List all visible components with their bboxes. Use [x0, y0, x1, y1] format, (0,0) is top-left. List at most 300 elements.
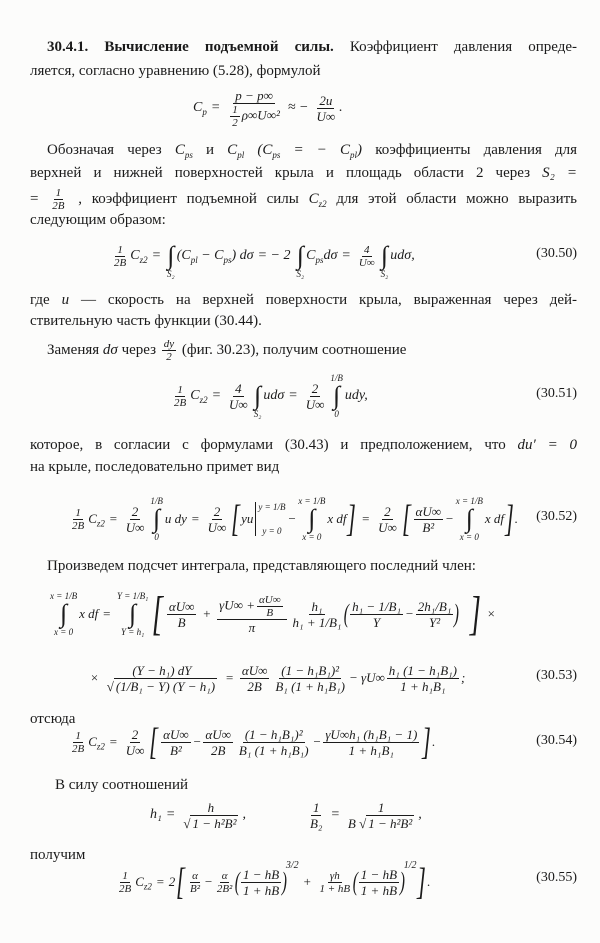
fraction [308, 800, 324, 831]
math-token [542, 165, 577, 181]
equation-number: (30.54) [536, 733, 577, 748]
math-token: αU∞ [168, 598, 195, 614]
math-token: Y [372, 614, 381, 630]
equation-30-54 [68, 712, 435, 772]
text-line [30, 187, 577, 212]
math-token: , коэффициент подъемной силы [78, 190, 299, 207]
math-token: 1 [55, 187, 62, 199]
math-token: U∞ [207, 519, 227, 535]
math-token: − [204, 874, 213, 889]
math-token: p − p∞ [235, 87, 273, 103]
math-token: U∞ [125, 742, 145, 758]
integral-sign [254, 373, 262, 419]
math-token: S₂ [167, 269, 175, 279]
fraction [230, 104, 240, 129]
math-token: udσ [263, 388, 285, 403]
math-token: h₁ [150, 807, 162, 822]
math-token: − γU∞ [348, 670, 385, 685]
math-token: (фиг. 30.23), получим соотношение [181, 341, 407, 358]
math-token: B [347, 815, 356, 831]
integral-sign [167, 233, 175, 279]
fraction [357, 244, 377, 269]
math-token: 4 [364, 243, 370, 256]
math-token: C [135, 874, 144, 889]
fraction [226, 88, 282, 129]
math-token: x = 1/B [455, 496, 483, 506]
math-token: × [90, 670, 99, 685]
math-token: 1 [312, 799, 320, 815]
math-token: ∫ [333, 381, 341, 410]
math-token: − [312, 734, 322, 749]
math-token: x df [79, 606, 99, 621]
math-token: (C [257, 142, 273, 158]
math-token [226, 104, 282, 129]
equation-30-52 [68, 489, 518, 549]
fraction [124, 504, 147, 535]
math-token: pl [350, 150, 358, 160]
fraction [105, 663, 219, 694]
math-token: ∫ [253, 381, 262, 410]
math-token: 1 [177, 383, 183, 396]
math-token: . [514, 511, 519, 526]
math-token: , [242, 807, 246, 822]
math-token: 2B [174, 396, 187, 409]
math-token: γU∞ + [219, 596, 255, 612]
math-token: U∞ [125, 519, 145, 535]
text-line: Произведем подсчет интеграла, представляющего последний член: [47, 558, 476, 574]
text-line [47, 141, 577, 159]
math-token: S₂ [380, 269, 389, 279]
math-token: √ 1 − h²B² [183, 815, 237, 831]
math-token: U∞ [358, 256, 375, 269]
text-line: следующим образом: [30, 212, 166, 228]
equation-relations [150, 785, 422, 845]
math-token: 2 [168, 874, 176, 889]
math-token: + [302, 874, 312, 889]
math-token: ps [315, 254, 324, 265]
fraction [359, 867, 399, 898]
section-heading-line [47, 38, 577, 56]
math-token: Y = 1/B₁ [117, 591, 149, 601]
math-token: √ (1/B₁ − Y) (Y − h₁) [106, 678, 216, 694]
fraction [172, 384, 188, 409]
math-token [88, 511, 105, 527]
math-token: 1 [117, 243, 123, 256]
math-token: pl [190, 254, 198, 265]
math-token: 4 [235, 380, 242, 396]
math-token [217, 594, 286, 620]
math-token: z2 [139, 254, 148, 265]
math-token: = [108, 734, 118, 749]
math-token: 1 [75, 506, 81, 519]
integral-sign [381, 233, 389, 279]
math-token: 1 + hB [243, 882, 280, 898]
math-token: B₁ (1 + h₁B₁) [275, 678, 345, 694]
eq-symbol: ≈ − [287, 100, 309, 115]
math-token: [ [149, 721, 159, 763]
math-token: ] [422, 721, 432, 763]
math-token: 1 [232, 103, 238, 116]
equation-30-51 [170, 366, 368, 426]
math-token: (Y − h₁) dY [132, 662, 192, 678]
math-token: 2u [319, 92, 333, 108]
math-token: C [88, 511, 97, 526]
math-token: = [30, 190, 39, 207]
fraction [317, 870, 352, 895]
math-token: C [306, 248, 316, 263]
math-token [309, 191, 327, 207]
math-token: ) [399, 867, 405, 896]
fraction [240, 663, 269, 694]
fraction [112, 244, 128, 269]
math-token: z2 [318, 198, 327, 209]
math-token: ∫ [59, 599, 68, 628]
fraction [188, 870, 202, 895]
math-token: S₂ [253, 409, 262, 419]
text-line: ствительную часть функции (30.44). [30, 313, 262, 329]
fraction [237, 727, 311, 758]
math-token: pl [237, 150, 245, 160]
fraction [414, 504, 443, 535]
math-token: ) [281, 867, 288, 896]
math-token: C [308, 190, 319, 207]
math-token [88, 734, 105, 750]
math-token: 1 [122, 869, 128, 882]
math-token: 2 [213, 503, 221, 519]
math-token: α [192, 869, 198, 882]
integral-sign [330, 373, 343, 419]
fraction [291, 599, 344, 630]
math-token: B [177, 614, 186, 630]
math-token: ( [352, 867, 359, 896]
math-token: U∞ [305, 396, 325, 412]
exponent: 1/2 [403, 860, 417, 871]
math-token: h [207, 799, 215, 815]
math-token: 1 + hB [360, 882, 398, 898]
equation-30-53-line1 [48, 584, 499, 644]
math-token: = − 2 [257, 248, 291, 263]
math-token: = [165, 807, 176, 822]
math-token: Y = h₁ [121, 627, 145, 637]
math-token: для этой области можно выразить [336, 190, 578, 207]
math-token: x = 1/B [298, 496, 326, 506]
math-token: 1 − h²B² [368, 815, 413, 831]
math-token: = [341, 248, 351, 263]
fraction [227, 381, 250, 412]
math-token: B² [422, 519, 435, 535]
math-token: 0 [154, 532, 159, 542]
math-token: + [202, 606, 212, 621]
math-token: C [130, 248, 140, 263]
equation-30-50 [110, 226, 415, 286]
math-token: S₂ [542, 165, 555, 181]
math-token: 2B [119, 882, 132, 895]
math-token: x = 0 [302, 532, 322, 542]
section-number: 30.4.1. [47, 39, 89, 55]
math-token: 1 − hB [360, 866, 398, 882]
fraction [203, 727, 232, 758]
fraction [181, 800, 240, 831]
math-token: = − C [293, 142, 351, 158]
math-token: B₁ (1 + h₁B₁) [238, 742, 309, 758]
math-token: γh [329, 869, 340, 882]
integral-sign [50, 591, 77, 637]
math-token: 2B [72, 519, 85, 532]
fraction [304, 381, 327, 412]
fraction [117, 870, 133, 895]
math-token: − [404, 606, 414, 621]
math-token: 2 [166, 351, 172, 363]
math-token [257, 142, 362, 158]
math-token: p [202, 106, 207, 117]
math-token: z2 [143, 881, 152, 892]
fraction [70, 507, 86, 532]
math-token: 2B [210, 742, 226, 758]
math-token: 1 − hB [243, 866, 280, 882]
math-token: [ [151, 587, 164, 640]
math-token: B² [169, 742, 182, 758]
math-token: du′ = 0 [517, 437, 578, 453]
math-token: . [432, 734, 436, 749]
math-token: = [211, 388, 222, 403]
eq-symbol [193, 100, 207, 116]
math-token: z2 [96, 741, 105, 752]
math-token: (1/B₁ − Y) (Y − h₁) [115, 678, 216, 694]
fraction [315, 93, 338, 124]
text-line [30, 291, 577, 309]
equation-number: (30.50) [536, 246, 577, 261]
math-token: z2 [199, 394, 208, 405]
fraction [346, 800, 416, 831]
math-token: 2B [247, 678, 262, 694]
math-token [130, 248, 147, 264]
math-token: B₂ [309, 815, 323, 831]
fraction [323, 727, 419, 758]
math-token: 0 [334, 409, 339, 419]
math-token: = [102, 606, 111, 621]
math-token: = [155, 874, 165, 889]
math-token: 1 + hB [319, 882, 351, 895]
math-token: = [151, 248, 162, 263]
math-token [306, 248, 337, 264]
math-token: x df [484, 511, 504, 526]
text-line: на крыле, последовательно примет вид [30, 459, 280, 475]
fraction [50, 187, 66, 212]
math-token: udy, [344, 388, 368, 403]
math-token: которое, в согласии с формулами (30.43) и предположением, что [30, 437, 506, 453]
eq-symbol: . [339, 100, 343, 115]
heading-text: Коэффициент давления опреде- [349, 39, 578, 55]
math-token: [ [401, 498, 411, 540]
math-token: dσ [102, 341, 118, 358]
math-token: = [225, 670, 234, 685]
math-token: u dy [164, 511, 187, 526]
math-token [255, 502, 285, 536]
math-token: (1 − h₁B₁)² [281, 662, 340, 678]
math-token: z2 [96, 518, 105, 529]
math-token: C [88, 734, 97, 749]
math-token: − [192, 734, 202, 749]
math-token: U∞ [378, 519, 397, 535]
fraction [217, 594, 286, 635]
math-token: через [121, 341, 157, 358]
text-line: получим [30, 847, 86, 863]
math-token: ρ∞U∞² [241, 106, 280, 122]
text-line: отсюда [30, 711, 76, 727]
fraction [241, 867, 281, 898]
fraction [416, 599, 454, 630]
math-token: Обозначая через [47, 142, 162, 158]
math-token: ] [347, 498, 357, 540]
integral-sign [150, 496, 163, 542]
fraction [257, 594, 283, 619]
math-token: и [206, 142, 215, 158]
math-token: ∫ [153, 504, 161, 533]
equation-number: (30.55) [536, 870, 577, 885]
math-token: αU∞ [241, 662, 268, 678]
math-token: 2 [131, 503, 139, 519]
math-token: C [174, 142, 185, 158]
fraction [215, 870, 235, 895]
math-token: S₂ [296, 269, 305, 279]
math-token: ∫ [296, 241, 304, 270]
fraction [387, 663, 459, 694]
fraction [376, 504, 399, 535]
fraction [161, 727, 190, 758]
math-token: y = 0 [262, 526, 282, 536]
math-token: x df [327, 511, 347, 526]
fraction [350, 599, 403, 630]
math-token: − [445, 511, 454, 526]
integral-sign [297, 233, 305, 279]
math-token: = [566, 165, 578, 181]
fraction [70, 730, 86, 755]
math-token: 2 [131, 726, 139, 742]
fraction [162, 338, 176, 363]
math-token: ps [223, 254, 232, 265]
math-token: 1 [377, 799, 385, 815]
section-title: Вычисление подъемной силы. [104, 39, 334, 55]
fraction [124, 727, 147, 758]
math-token: × [486, 606, 496, 621]
math-token: ps [184, 150, 193, 160]
text-line [30, 436, 577, 454]
math-token: (C [176, 248, 191, 263]
math-token [175, 142, 193, 158]
math-token: (1 − h₁B₁)² [244, 726, 303, 742]
math-token: h₁ + 1/B₁ [292, 614, 342, 630]
math-token: x = 0 [54, 627, 74, 637]
math-token: 2B [72, 742, 85, 755]
math-token: − [287, 511, 297, 526]
fraction [206, 504, 229, 535]
text-line: В силу соотношений [55, 777, 189, 793]
math-token: 2B² [216, 882, 233, 895]
math-token [135, 874, 152, 890]
math-token: 2h₁/B₁ [417, 598, 452, 614]
eq-symbol: = [210, 100, 221, 115]
math-token: коэффициенты давления для [375, 142, 578, 158]
math-token: − C [201, 248, 224, 263]
math-token: U∞ [229, 396, 248, 412]
math-token: u [61, 292, 70, 308]
math-token: 1/B [150, 496, 163, 506]
math-token: yu [241, 511, 254, 526]
integral-sign [456, 496, 483, 542]
math-token: αU∞ [258, 593, 281, 606]
math-token: 2B [52, 200, 65, 212]
math-token: B² [190, 882, 201, 895]
math-token: = [361, 511, 371, 526]
math-token: ( [235, 867, 241, 896]
math-token: Заменяя [47, 341, 100, 358]
math-token: верхней и нижней поверхностей крыла и площадь области 2 через [30, 165, 531, 181]
math-token: = [288, 388, 298, 403]
math-token: 1/B [330, 373, 343, 383]
math-token: Y² [428, 614, 441, 630]
math-token: dσ [323, 248, 338, 263]
math-token: x = 0 [459, 532, 479, 542]
math-token: — скорость на верхней поверхности крыла, выраженная через дей- [81, 292, 578, 308]
math-token: 2B [114, 256, 127, 269]
math-token: h₁ (1 − h₁B₁) [388, 662, 457, 678]
text-line: ляется, согласно уравнению (5.28), формулой [30, 63, 321, 79]
math-token: ps [272, 150, 281, 160]
math-token: h₁ [311, 598, 323, 614]
math-token: 1 + h₁B₁ [400, 678, 446, 694]
math-token: U∞ [316, 108, 336, 124]
math-token: 2 [384, 503, 391, 519]
math-token [227, 142, 244, 158]
math-token: α [221, 869, 228, 882]
math-token: где [30, 292, 50, 308]
fraction [167, 599, 196, 630]
equation-number: (30.51) [536, 386, 577, 401]
text-line [47, 338, 406, 363]
math-token: ; [460, 670, 466, 685]
math-token: ) [454, 599, 460, 628]
math-token: udσ, [390, 248, 415, 263]
math-token: ∫ [465, 504, 473, 533]
math-token: ∫ [380, 241, 389, 270]
math-token: αU∞ [163, 726, 189, 742]
math-token: ] [469, 587, 481, 640]
math-token: B [266, 606, 274, 619]
equation-cp [193, 78, 343, 138]
math-token: ) [357, 142, 363, 158]
math-token: 2 [232, 116, 238, 129]
math-token: = [108, 511, 118, 526]
math-token [177, 248, 254, 264]
integral-sign [298, 496, 325, 542]
math-token: ) dσ [231, 248, 254, 263]
math-token: ] [417, 861, 427, 903]
math-token: y = 1/B [258, 502, 286, 512]
fraction [273, 663, 347, 694]
math-token: dy [163, 338, 175, 350]
math-token: αU∞ [415, 503, 441, 519]
math-token: ] [504, 498, 514, 540]
math-token: = [190, 511, 200, 526]
math-token: h₁ − 1/B₁ [352, 598, 401, 614]
equation-30-53-line2 [86, 648, 465, 708]
math-token: 1 − h²B² [192, 815, 237, 831]
math-token: ∫ [308, 504, 316, 533]
math-token: , [418, 807, 422, 822]
math-token: . [427, 874, 431, 889]
math-token: [ [176, 861, 186, 903]
math-token: C [227, 142, 238, 158]
